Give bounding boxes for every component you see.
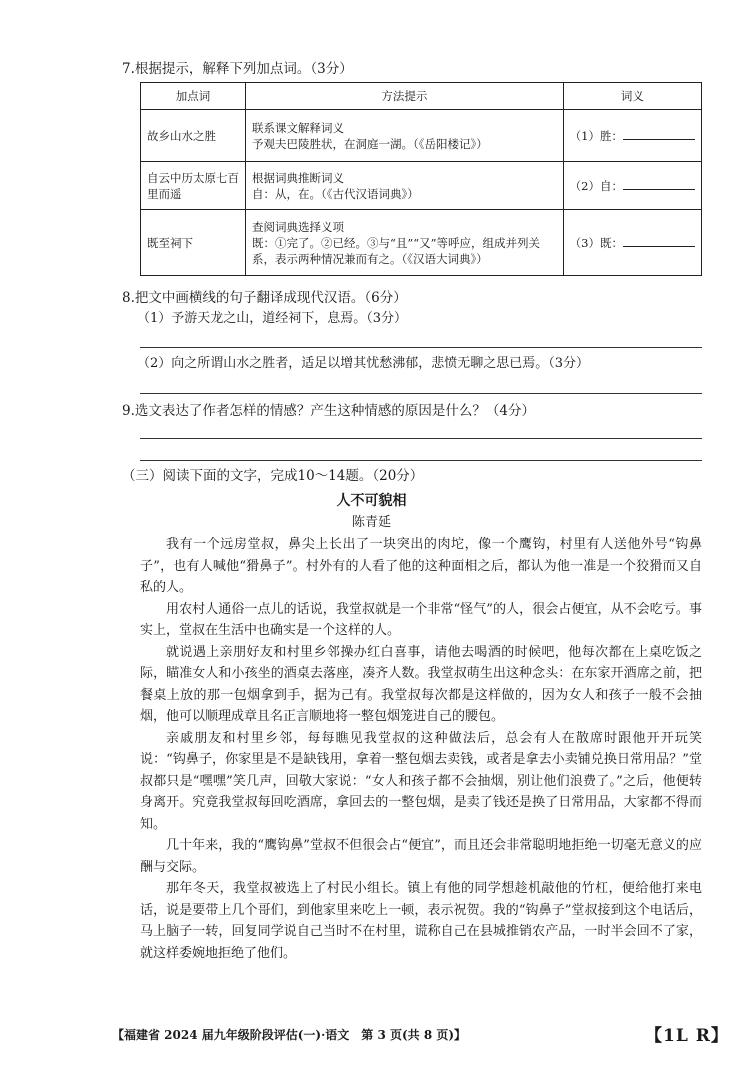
answer-cell [563,110,701,162]
hint-cell [246,210,564,276]
answer-label: （3）既： [569,236,623,250]
hint-line: 根据词典推断词义 [252,170,344,185]
hint-line: 既：①完了。②已经。③与“且”“又”等呼应，组成并列关系，表示两种情况兼而有之。（《汉语大词典》） [252,235,541,266]
hint-cell [246,110,564,162]
header-hint: 方法提示 [246,83,564,110]
table-row [141,162,702,210]
q8-stem: 8.把文中画横线的句子翻译成现代汉语。（6分） [122,290,407,306]
article-body [140,534,702,964]
table-header-row [141,83,702,110]
section3-stem: （三）阅读下面的文字，完成10～14题。（20分） [122,468,424,484]
paragraph: 几十年来，我的“鹰钩鼻”堂叔不但很会占“便宜”，而且还会非常聪明地拒绝一切毫无意义的应酬与交际。 [140,838,702,875]
hint-cell [246,162,564,210]
paragraph: 就说遇上亲朋好友和村里乡邻操办红白喜事，请他去喝酒的时候吧，他每次都在上桌吃饭之际，瞄准女人和小孩坐的酒桌去落座，凑齐人数。我堂叔萌生出这种念头：在东家开酒席之前，把餐桌上放的那一包烟拿到手，据为己有。我堂叔每次都是这样做的，因为女人和孩子一般不会抽烟，他可以顺理成章且名正言顺地将一整包烟笼进自己的腰包。 [140,644,702,724]
answer-line[interactable] [140,460,702,461]
table-row [141,110,702,162]
answer-line[interactable] [140,347,702,348]
word-cell: 自云中历太原七百里而遥 [141,162,246,210]
answer-cell [563,210,701,276]
paragraph: 那年冬天，我堂叔被选上了村民小组长。镇上有他的同学想趁机敲他的竹杠，便给他打来电话，说是要带上几个哥们，到他家里来吃上一顿，表示祝贺。我的“钩鼻子”堂叔接到这个电话后，马上脑子一转，回复同学说自己当时不在村里，谎称自己在县城推销农产品，一时半会回不了家，就这样委婉地拒绝了他们。 [140,881,702,961]
q9-stem: 9.选文表达了作者怎样的情感？产生这种情感的原因是什么？（4分） [122,403,535,419]
answer-line[interactable] [140,438,702,439]
paper-code: 【1L R】 [645,1026,729,1046]
table-row [141,210,702,276]
paragraph: 亲戚朋友和村里乡邻，每每瞧见我堂叔的这种做法后，总会有人在散席时跟他开开玩笑说：“钩鼻子，你家里是不是缺钱用，拿着一整包烟去卖钱，或者是拿去小卖铺兑换日常用品？”堂叔都只是“嘿嘿”笑几声，回敬大家说：“女人和孩子都不会抽烟，别让他们浪费了。”之后，他便转身离开。究竟我堂叔每回吃酒席，拿回去的一整包烟，是卖了钱还是换了日常用品，大家都不得而知。 [140,730,702,832]
hint-line: 联系课文解释词义 [252,120,344,135]
hint-line: 予观夫巴陵胜状，在洞庭一湖。（《岳阳楼记》） [252,136,488,151]
hint-line: 查阅词典选择义项 [252,219,344,234]
q7-stem: 7.根据提示，解释下列加点词。（3分） [122,61,353,77]
answer-line[interactable] [140,393,702,394]
header-meaning: 词义 [563,83,701,110]
q8-sentence-1: （1）予游天龙之山，道经祠下，息焉。（3分） [137,311,408,326]
paragraph: 用农村人通俗一点儿的话说，我堂叔就是一个非常“怪气”的人，很会占便宜，从不会吃亏。事实上，堂叔在生活中也确实是一个这样的人。 [140,601,702,638]
hint-line: 自：从，在。（《古代汉语词典》） [252,186,419,201]
page-footer: 【福建省 2024 届九年级阶段评估(一)·语文 第 3 页(共 8 页)】 [112,1028,467,1042]
answer-label: （2）自： [569,179,623,193]
answer-blank[interactable] [623,177,695,190]
word-cell: 既至祠下 [141,210,246,276]
article-title: 人不可貌相 [336,493,407,509]
q7-table [140,82,702,276]
paragraph: 我有一个远房堂叔，鼻尖上长出了一块突出的肉坨，像一个鹰钩，村里有人送他外号“钩鼻子”，也有人喊他“猾鼻子”。村外有的人看了他的这种面相之后，都认为他一准是一个狡猾而又自私的人。 [140,537,702,595]
header-word: 加点词 [141,83,246,110]
answer-blank[interactable] [623,234,695,247]
answer-cell [563,162,701,210]
answer-blank[interactable] [623,127,695,140]
word-cell: 故乡山水之胜 [141,110,246,162]
answer-label: （1）胜： [569,129,623,143]
q8-sentence-2: （2）向之所谓山水之胜者，适足以增其忧愁沸郁，悲愤无聊之思已焉。（3分） [137,356,590,371]
article-author: 陈青延 [351,515,391,530]
